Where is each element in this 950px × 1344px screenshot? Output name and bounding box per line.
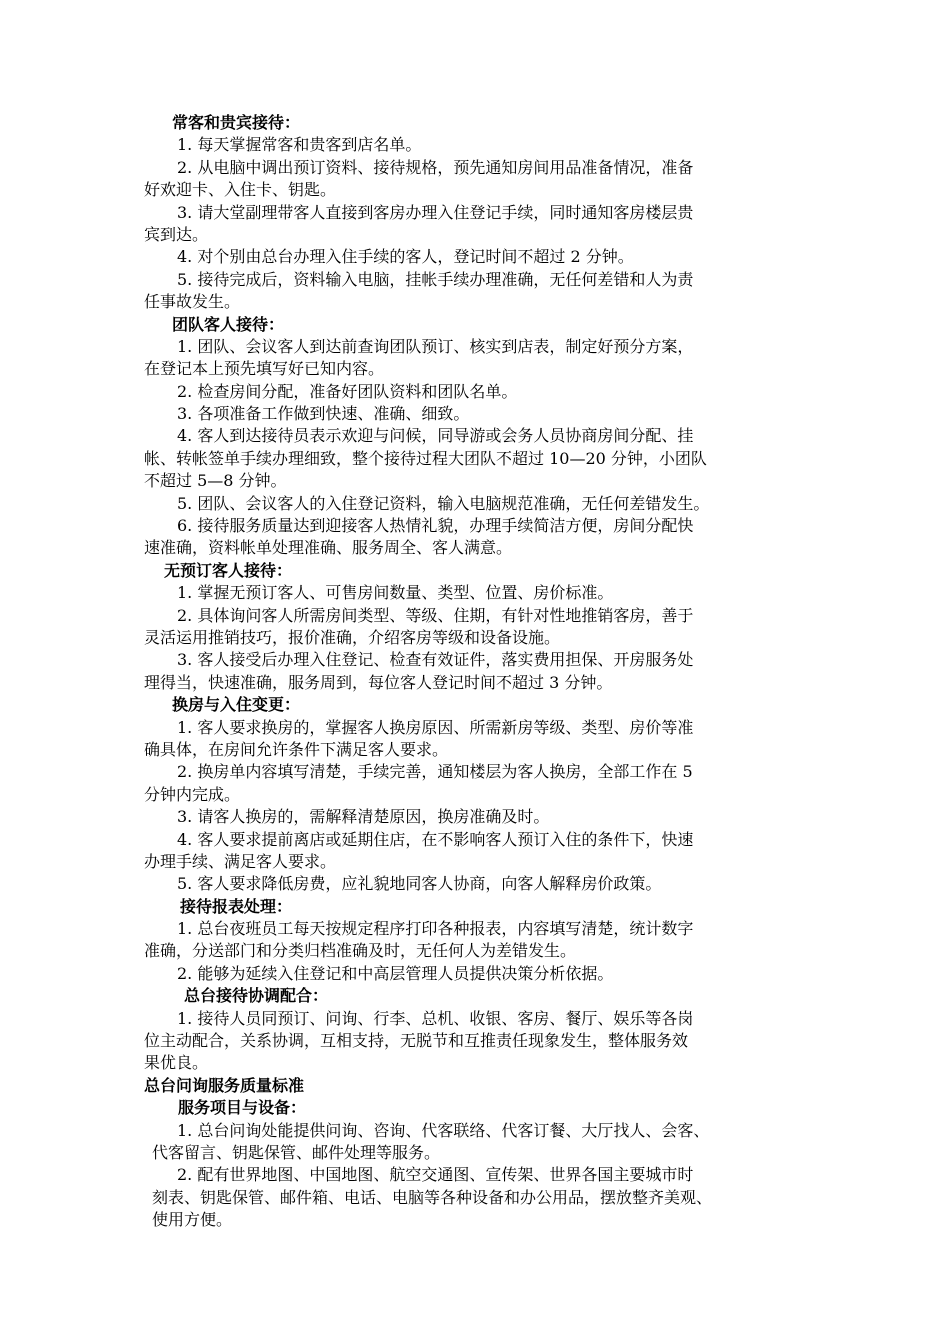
- paragraph-line: 4. 客人要求提前离店或延期住店，在不影响客人预订入住的条件下，快速: [177, 829, 694, 849]
- paragraph-line: 1. 总台问询处能提供问询、咨询、代客联络、代客订餐、大厅找人、会客、: [177, 1120, 710, 1140]
- section-heading-room-change: 换房与入住变更：: [172, 695, 301, 715]
- paragraph-line: 3. 请客人换房的，需解释清楚原因，换房准确及时。: [177, 807, 550, 827]
- section-heading-service-items: 服务项目与设备：: [178, 1098, 307, 1118]
- paragraph-line: 准确，分送部门和分类归档准确及时，无任何人为差错发生。: [144, 941, 577, 961]
- paragraph-line: 果优良。: [144, 1053, 209, 1073]
- paragraph-line: 刻表、钥匙保管、邮件箱、电话、电脑等各种设备和办公用品，摆放整齐美观、: [152, 1187, 713, 1207]
- paragraph-line: 3. 各项准备工作做到快速、准确、细致。: [177, 404, 470, 424]
- paragraph-line: 1. 总台夜班员工每天按规定程序打印各种报表，内容填写清楚，统计数字: [177, 919, 694, 939]
- paragraph-line: 1. 团队、会议客人到达前查询团队预订、核实到店表，制定好预分方案，: [177, 336, 694, 356]
- paragraph-line: 2. 配有世界地图、中国地图、航空交通图、宣传架、世界各国主要城市时: [177, 1165, 694, 1185]
- paragraph-line: 5. 团队、会议客人的入住登记资料，输入电脑规范准确，无任何差错发生。: [177, 493, 710, 513]
- paragraph-line: 2. 能够为延续入住登记和中高层管理人员提供决策分析依据。: [177, 963, 614, 983]
- paragraph-line: 2. 从电脑中调出预订资料、接待规格，预先通知房间用品准备情况，准备: [177, 157, 694, 177]
- paragraph-line: 4. 对个别由总台办理入住手续的客人，登记时间不超过 2 分钟。: [177, 247, 634, 267]
- document-page: [144, 112, 819, 1232]
- paragraph-line: 速准确，资料帐单处理准确、服务周全、客人满意。: [144, 538, 513, 558]
- paragraph-line: 理得当，快速准确，服务周到，每位客人登记时间不超过 3 分钟。: [144, 672, 613, 692]
- paragraph-line: 5. 接待完成后，资料输入电脑，挂帐手续办理准确，无任何差错和人为责: [177, 269, 694, 289]
- paragraph-line: 任事故发生。: [144, 292, 241, 312]
- paragraph-line: 在登记本上预先填写好已知内容。: [144, 359, 385, 379]
- paragraph-line: 使用方便。: [152, 1210, 233, 1230]
- paragraph-line: 帐、转帐签单手续办理细致，整个接待过程大团队不超过 10—20 分钟，小团队: [144, 448, 707, 468]
- paragraph-line: 2. 具体询问客人所需房间类型、等级、住期，有针对性地推销客房，善于: [177, 605, 694, 625]
- paragraph-line: 代客留言、钥匙保管、邮件处理等服务。: [152, 1142, 441, 1162]
- paragraph-line: 2. 换房单内容填写清楚，手续完善，通知楼层为客人换房，全部工作在 5: [177, 762, 693, 782]
- paragraph-line: 位主动配合，关系协调，互相支持，无脱节和互推责任现象发生，整体服务效: [144, 1031, 689, 1051]
- section-heading-report-processing: 接待报表处理：: [180, 896, 293, 916]
- paragraph-line: 1. 接待人员同预订、问询、行李、总机、收银、客房、餐厅、娱乐等各岗: [177, 1008, 694, 1028]
- paragraph-line: 5. 客人要求降低房费，应礼貌地同客人协商，向客人解释房价政策。: [177, 874, 662, 894]
- paragraph-line: 3. 请大堂副理带客人直接到客房办理入住登记手续，同时通知客房楼层贵: [177, 202, 694, 222]
- paragraph-line: 3. 客人接受后办理入住登记、检查有效证件，落实费用担保、开房服务处: [177, 650, 694, 670]
- paragraph-line: 1. 每天掌握常客和贵客到店名单。: [177, 135, 422, 155]
- paragraph-line: 2. 检查房间分配，准备好团队资料和团队名单。: [177, 381, 518, 401]
- paragraph-line: 灵活运用推销技巧，报价准确，介绍客房等级和设备设施。: [144, 627, 561, 647]
- paragraph-line: 好欢迎卡、入住卡、钥匙。: [144, 180, 337, 200]
- paragraph-line: 1. 掌握无预订客人、可售房间数量、类型、位置、房价标准。: [177, 583, 614, 603]
- section-heading-walkin-reception: 无预订客人接待：: [164, 560, 293, 580]
- paragraph-line: 6. 接待服务质量达到迎接客人热情礼貌，办理手续简洁方便，房间分配快: [177, 516, 694, 536]
- section-heading-vip-reception: 常客和贵宾接待：: [172, 113, 301, 132]
- section-heading-coordination: 总台接待协调配合：: [184, 986, 329, 1006]
- paragraph-line: 1. 客人要求换房的，掌握客人换房原因、所需新房等级、类型、房价等准: [177, 717, 694, 737]
- paragraph-line: 不超过 5—8 分钟。: [144, 471, 287, 491]
- paragraph-line: 确具体，在房间允许条件下满足客人要求。: [144, 739, 449, 759]
- paragraph-line: 宾到达。: [144, 224, 209, 244]
- paragraph-line: 办理手续、满足客人要求。: [144, 851, 337, 871]
- paragraph-line: 4. 客人到达接待员表示欢迎与问候，同导游或会务人员协商房间分配、挂: [177, 426, 694, 446]
- paragraph-line: 分钟内完成。: [144, 784, 241, 804]
- main-heading: 总台问询服务质量标准: [144, 1075, 305, 1095]
- section-heading-group-reception: 团队客人接待：: [172, 314, 285, 334]
